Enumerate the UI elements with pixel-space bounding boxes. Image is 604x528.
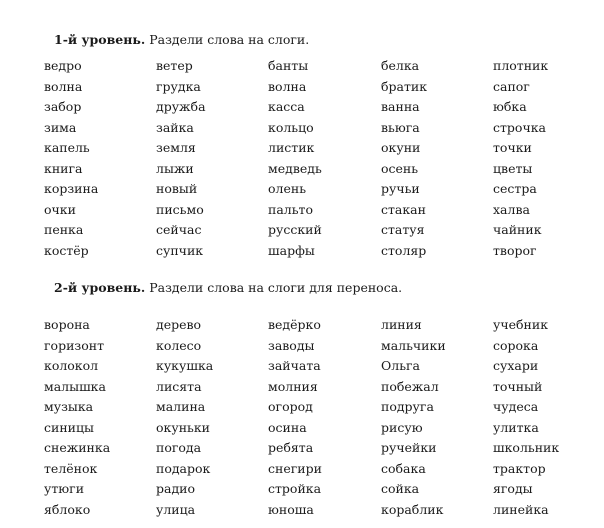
word-item: зима: [44, 119, 77, 135]
word-item: пенка: [44, 222, 84, 237]
word-item: трактор: [493, 460, 546, 476]
word-item: окуни: [381, 140, 421, 155]
word-item: синицы: [44, 419, 94, 435]
word-item: собака: [381, 460, 426, 476]
word-item: точки: [493, 140, 532, 155]
word-item: сухари: [493, 358, 539, 373]
word-item: медведь: [268, 160, 322, 176]
word-item: шарфы: [268, 242, 315, 258]
word-item: белка: [381, 58, 420, 73]
word-item: колесо: [156, 337, 202, 353]
word-item: банты: [268, 58, 309, 73]
word-item: юноша: [268, 501, 314, 517]
word-item: юбка: [493, 99, 527, 114]
word-item: сейчас: [156, 222, 202, 237]
word-item: грудка: [156, 78, 201, 94]
word-item: побежал: [381, 378, 439, 394]
word-item: зайка: [156, 119, 194, 135]
word-item: горизонт: [44, 337, 104, 353]
word-item: волна: [268, 78, 307, 94]
word-item: школьник: [493, 440, 560, 455]
word-item: письмо: [156, 201, 204, 217]
word-item: утюги: [44, 481, 85, 496]
word-item: осина: [268, 419, 307, 435]
word-item: ворона: [44, 317, 90, 332]
word-item: братик: [381, 78, 428, 94]
section-1-level: 1-й уровень.: [54, 32, 146, 47]
word-item: Ольга: [381, 358, 420, 373]
word-item: касса: [268, 99, 305, 114]
section-2-instruction: Раздели слова на слоги для переноса.: [149, 280, 403, 295]
word-item: сойка: [381, 481, 420, 496]
word-item: заводы: [268, 337, 315, 353]
word-item: огород: [268, 399, 313, 414]
section-2-heading: [54, 280, 402, 295]
word-item: точный: [493, 378, 543, 394]
word-item: молния: [268, 378, 318, 394]
word-item: листик: [268, 140, 315, 155]
word-item: плотник: [493, 58, 549, 73]
section-2-level: 2-й уровень.: [54, 280, 146, 295]
word-item: творог: [493, 242, 537, 258]
word-item: чудеса: [493, 399, 539, 414]
word-item: костёр: [44, 242, 89, 258]
word-item: окуньки: [156, 419, 210, 435]
word-item: ребята: [268, 440, 314, 455]
word-item: чайник: [493, 222, 542, 237]
word-item: зайчата: [268, 358, 321, 373]
word-item: сапог: [493, 78, 530, 94]
word-item: статуя: [381, 222, 425, 237]
word-item: телёнок: [44, 460, 98, 476]
word-item: стройка: [268, 481, 322, 496]
word-item: улитка: [493, 419, 539, 435]
word-item: очки: [44, 201, 76, 217]
word-item: сестра: [493, 181, 537, 196]
word-item: ванна: [381, 99, 420, 114]
word-item: сорока: [493, 337, 539, 353]
word-item: снежинка: [44, 440, 111, 455]
word-item: ветер: [156, 58, 193, 73]
word-item: корзина: [44, 181, 99, 196]
word-item: халва: [493, 201, 530, 217]
word-item: дерево: [156, 317, 202, 332]
word-item: подарок: [156, 460, 211, 476]
word-item: пальто: [268, 201, 313, 217]
word-item: улица: [156, 501, 196, 517]
word-item: книга: [44, 160, 83, 176]
word-item: рисую: [381, 419, 423, 435]
word-item: вьюга: [381, 119, 420, 135]
word-item: лыжи: [156, 160, 194, 176]
word-item: земля: [156, 140, 196, 155]
word-item: яблоко: [44, 501, 91, 517]
word-item: погода: [156, 440, 202, 455]
word-item: русский: [268, 222, 322, 237]
word-item: ягоды: [493, 481, 533, 496]
word-item: ручьи: [381, 181, 420, 196]
word-item: олень: [268, 181, 307, 196]
word-item: линейка: [493, 501, 549, 517]
word-item: лисята: [156, 378, 202, 394]
word-item: кольцо: [268, 119, 314, 135]
word-item: ведро: [44, 58, 82, 73]
word-item: волна: [44, 78, 83, 94]
word-item: цветы: [493, 160, 533, 176]
word-item: кукушка: [156, 358, 214, 373]
word-item: супчик: [156, 242, 204, 258]
section-1-heading: [54, 32, 309, 47]
word-item: новый: [156, 181, 198, 196]
word-item: колокол: [44, 358, 99, 373]
word-item: кораблик: [381, 501, 444, 517]
word-item: учебник: [493, 317, 549, 332]
word-item: снегири: [268, 460, 322, 476]
section-1-instruction: Раздели слова на слоги.: [149, 32, 310, 47]
word-item: столяр: [381, 242, 427, 258]
word-item: капель: [44, 140, 90, 155]
word-item: дружба: [156, 99, 206, 114]
word-item: забор: [44, 99, 82, 114]
word-item: музыка: [44, 399, 94, 414]
word-item: линия: [381, 317, 422, 332]
word-item: стакан: [381, 201, 426, 217]
word-item: малина: [156, 399, 206, 414]
word-item: подруга: [381, 399, 434, 414]
word-item: осень: [381, 160, 419, 176]
word-item: мальчики: [381, 337, 446, 353]
word-item: ручейки: [381, 440, 437, 455]
word-item: ведёрко: [268, 317, 321, 332]
word-item: малышка: [44, 378, 106, 394]
word-item: строчка: [493, 119, 546, 135]
word-item: радио: [156, 481, 196, 496]
